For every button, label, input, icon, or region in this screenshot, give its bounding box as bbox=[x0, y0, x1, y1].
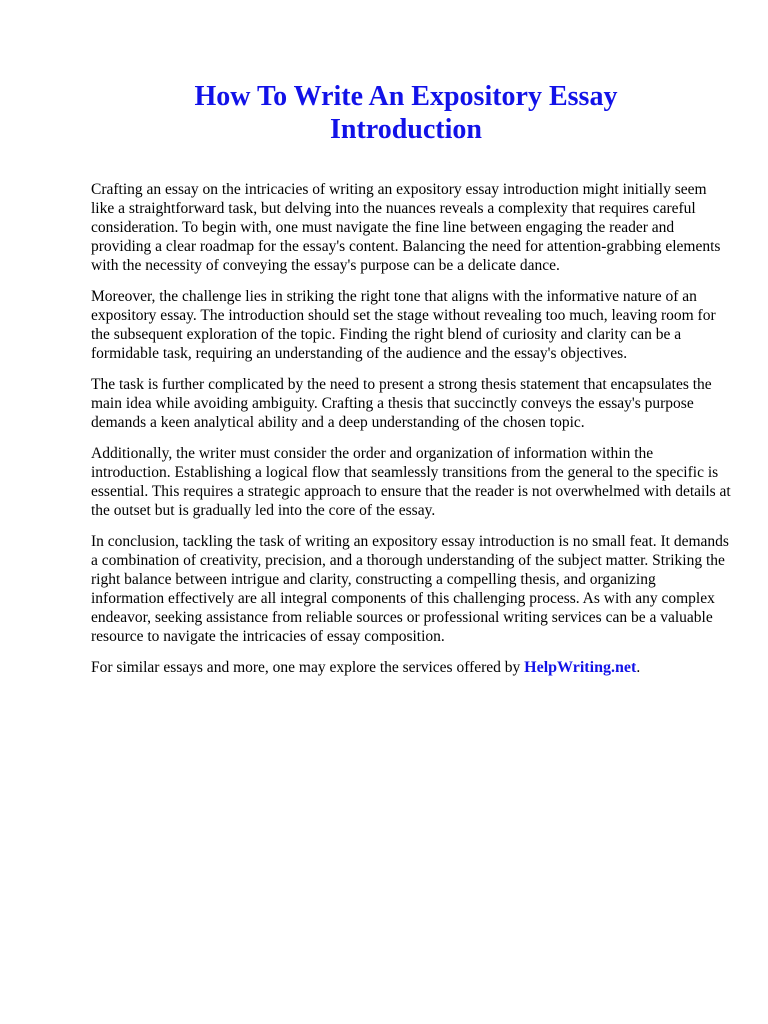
closing-period: . bbox=[636, 659, 641, 676]
helpwriting-link[interactable]: HelpWriting.net bbox=[524, 659, 637, 676]
paragraph-2: Moreover, the challenge lies in striking the right tone that aligns with the informative nature of an expository essay. The introduction should set the stage without revealing too much, leaving room for the subsequent exploration of the topic. Finding the right blend of curiosity and clarity can be a formidable task, requiring an understanding of the audience and the essay's objectives. bbox=[91, 288, 716, 362]
document-title bbox=[0, 80, 768, 146]
document-title-line-1: How To Write An Expository Essay bbox=[194, 81, 618, 112]
closing-paragraph bbox=[91, 658, 731, 677]
paragraph-1: Crafting an essay on the intricacies of writing an expository essay introduction might initially seem like a straightforward task, but delving into the nuances reveals a complexity that requires careful consideration. To begin with, one must navigate the fine line between engaging the reader and providing a clear roadmap for the essay's content. Balancing the need for attention-grabbing elements with the necessity of conveying the essay's purpose can be a delicate dance. bbox=[91, 181, 721, 274]
document-body bbox=[91, 180, 731, 689]
paragraph-4: Additionally, the writer must consider the order and organization of information within the introduction. Establishing a logical flow that seamlessly transitions from the general to the specific is essential. This requires a strategic approach to ensure that the reader is not overwhelmed with details at the outset but is gradually led into the core of the essay. bbox=[91, 445, 731, 519]
document-title-line-2: Introduction bbox=[330, 114, 482, 145]
paragraph-5: In conclusion, tackling the task of writing an expository essay introduction is no small feat. It demands a combination of creativity, precision, and a thorough understanding of the subject matter. Striking the right balance between intrigue and clarity, constructing a compelling thesis, and organizing information effectively are all integral components of this challenging process. As with any complex endeavor, seeking assistance from reliable sources or professional writing services can be a valuable resource to navigate the intricacies of essay composition. bbox=[91, 533, 729, 645]
closing-text: For similar essays and more, one may explore the services offered by bbox=[91, 659, 525, 676]
paragraph-3: The task is further complicated by the need to present a strong thesis statement that encapsulates the main idea while avoiding ambiguity. Crafting a thesis that succinctly conveys the essay's purpose demands a keen analytical ability and a deep understanding of the chosen topic. bbox=[91, 376, 712, 431]
